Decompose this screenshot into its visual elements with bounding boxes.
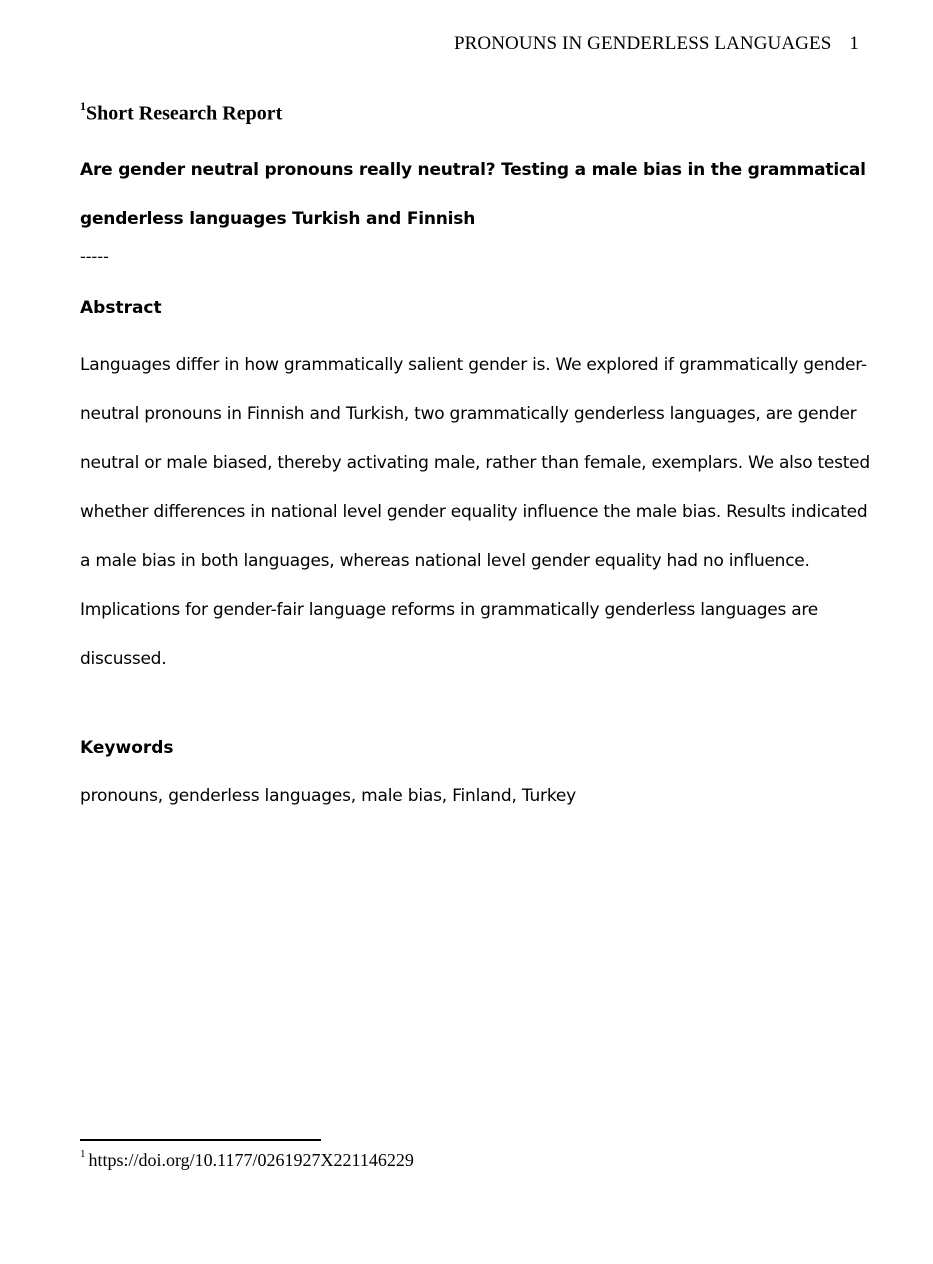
page-number: 1	[849, 33, 859, 54]
keywords-list: pronouns, genderless languages, male bias, Finland, Turkey	[80, 786, 577, 806]
paper-title	[80, 146, 870, 244]
report-type-label: Short Research Report	[86, 102, 283, 125]
abstract-line: neutral or male biased, thereby activating male, rather than female, exemplars. We also tested	[80, 453, 870, 473]
footnote-marker: 1	[80, 99, 86, 113]
running-title: PRONOUNS IN GENDERLESS LANGUAGES	[453, 33, 832, 54]
abstract-line: a male bias in both languages, whereas national level gender equality had no influence.	[80, 551, 810, 571]
separator: -----	[80, 247, 109, 266]
abstract-line: discussed.	[80, 649, 167, 669]
abstract-line: Implications for gender-fair language reforms in grammatically genderless languages are	[80, 600, 818, 620]
abstract-heading: Abstract	[80, 298, 162, 318]
abstract-line: whether differences in national level gender equality influence the male bias. Results indicated	[80, 502, 868, 522]
doi-link[interactable]: https://doi.org/10.1177/0261927X221146229	[88, 1150, 414, 1170]
keywords-heading: Keywords	[80, 738, 174, 758]
title-line: genderless languages Turkish and Finnish	[80, 209, 476, 229]
abstract-body	[80, 341, 870, 684]
abstract-line: neutral pronouns in Finnish and Turkish, two grammatically genderless languages, are gender	[80, 404, 857, 424]
footnote-rule	[80, 1139, 321, 1141]
footnote	[80, 1150, 414, 1171]
abstract-line: Languages differ in how grammatically salient gender is. We explored if grammatically gender-	[80, 355, 867, 375]
footnote-number: 1	[80, 1148, 86, 1160]
running-head	[454, 33, 859, 55]
title-line: Are gender neutral pronouns really neutral? Testing a male bias in the grammatical	[80, 160, 866, 180]
report-type	[80, 101, 282, 126]
